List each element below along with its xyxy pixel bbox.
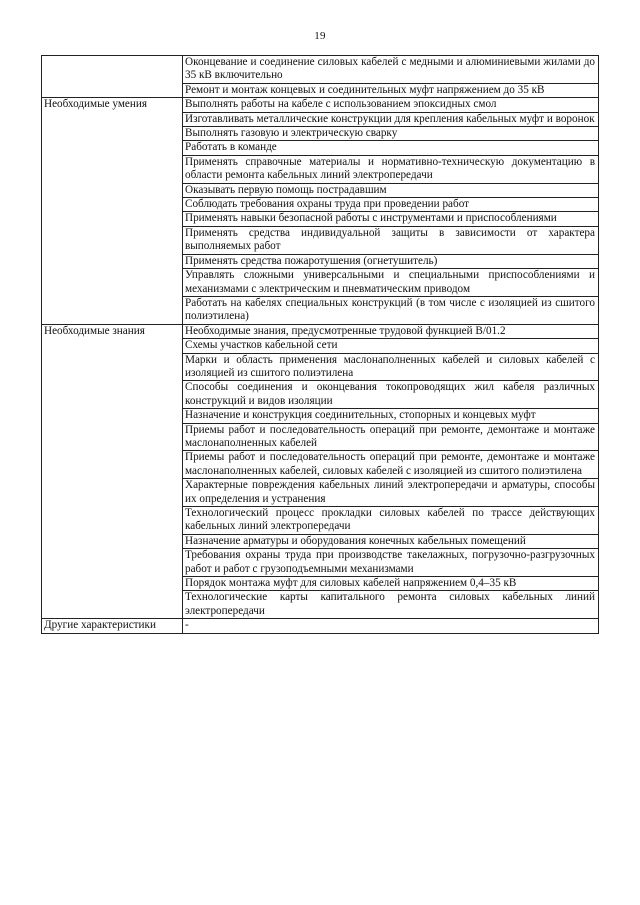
requirement-item: Применять средства индивидуальной защиты в зависимости от характера выполняемых работ: [183, 226, 599, 254]
requirement-item: -: [183, 619, 599, 633]
table-row: [42, 619, 599, 633]
requirement-item: Приемы работ и последовательность операций при ремонте, демонтаже и монтаже маслонаполненных кабелей, силовых кабелей с изоляцией из сшитого полиэтилена: [183, 451, 599, 479]
requirement-item: Соблюдать требования охраны труда при проведении работ: [183, 198, 599, 212]
requirement-item: Управлять сложными универсальными и специальными приспособлениями и механизмами с электрическим и пневматическим приводом: [183, 269, 599, 297]
requirement-item: Технологический процесс прокладки силовых кабелей по трассе действующих кабельных линий электропередачи: [183, 507, 599, 535]
table-row: [42, 324, 599, 338]
requirements-table-body: [42, 56, 599, 634]
requirements-table: [41, 55, 599, 634]
requirement-item: Применять средства пожаротушения (огнетушитель): [183, 254, 599, 268]
requirement-item: Выполнять работы на кабеле с использованием эпоксидных смол: [183, 98, 599, 112]
requirement-item: Применять справочные материалы и нормативно-техническую документацию в области ремонта кабельных линий электропередачи: [183, 155, 599, 183]
section-label: Необходимые умения: [42, 98, 183, 325]
requirement-item: Назначение арматуры и оборудования конечных кабельных помещений: [183, 534, 599, 548]
table-row: [42, 56, 599, 84]
requirement-item: Технологические карты капитального ремонта силовых кабельных линий электропередачи: [183, 591, 599, 619]
requirement-item: Порядок монтажа муфт для силовых кабелей напряжением 0,4–35 кВ: [183, 577, 599, 591]
requirement-item: Способы соединения и оконцевания токопроводящих жил кабеля различных конструкций и видов изоляции: [183, 381, 599, 409]
requirement-item: Оконцевание и соединение силовых кабелей с медными и алюминиевыми жилами до 35 кВ включительно: [183, 56, 599, 84]
requirement-item: Схемы участков кабельной сети: [183, 339, 599, 353]
requirement-item: Изготавливать металлические конструкции для крепления кабельных муфт и воронок: [183, 112, 599, 126]
requirement-item: Ремонт и монтаж концевых и соединительных муфт напряжением до 35 кВ: [183, 83, 599, 97]
requirement-item: Оказывать первую помощь пострадавшим: [183, 183, 599, 197]
requirement-item: Работать в команде: [183, 141, 599, 155]
requirement-item: Работать на кабелях специальных конструкций (в том числе с изоляцией из сшитого полиэтилена): [183, 296, 599, 324]
requirement-item: Выполнять газовую и электрическую сварку: [183, 127, 599, 141]
page-number: 19: [314, 30, 326, 42]
requirement-item: Необходимые знания, предусмотренные трудовой функцией B/01.2: [183, 324, 599, 338]
section-label: Другие характеристики: [42, 619, 183, 633]
requirement-item: Применять навыки безопасной работы с инструментами и приспособлениями: [183, 212, 599, 226]
requirement-item: Приемы работ и последовательность операций при ремонте, демонтаже и монтаже маслонаполненных кабелей: [183, 423, 599, 451]
requirement-item: Требования охраны труда при производстве такелажных, погрузочно-разгрузочных работ и работ с грузоподъемными механизмами: [183, 549, 599, 577]
table-row: [42, 98, 599, 112]
section-label: Необходимые знания: [42, 324, 183, 619]
section-label: [42, 56, 183, 98]
requirement-item: Назначение и конструкция соединительных, стопорных и концевых муфт: [183, 409, 599, 423]
requirement-item: Марки и область применения маслонаполненных кабелей и силовых кабелей с изоляцией из сшитого полиэтилена: [183, 353, 599, 381]
requirement-item: Характерные повреждения кабельных линий электропередачи и арматуры, способы их определения и устранения: [183, 479, 599, 507]
